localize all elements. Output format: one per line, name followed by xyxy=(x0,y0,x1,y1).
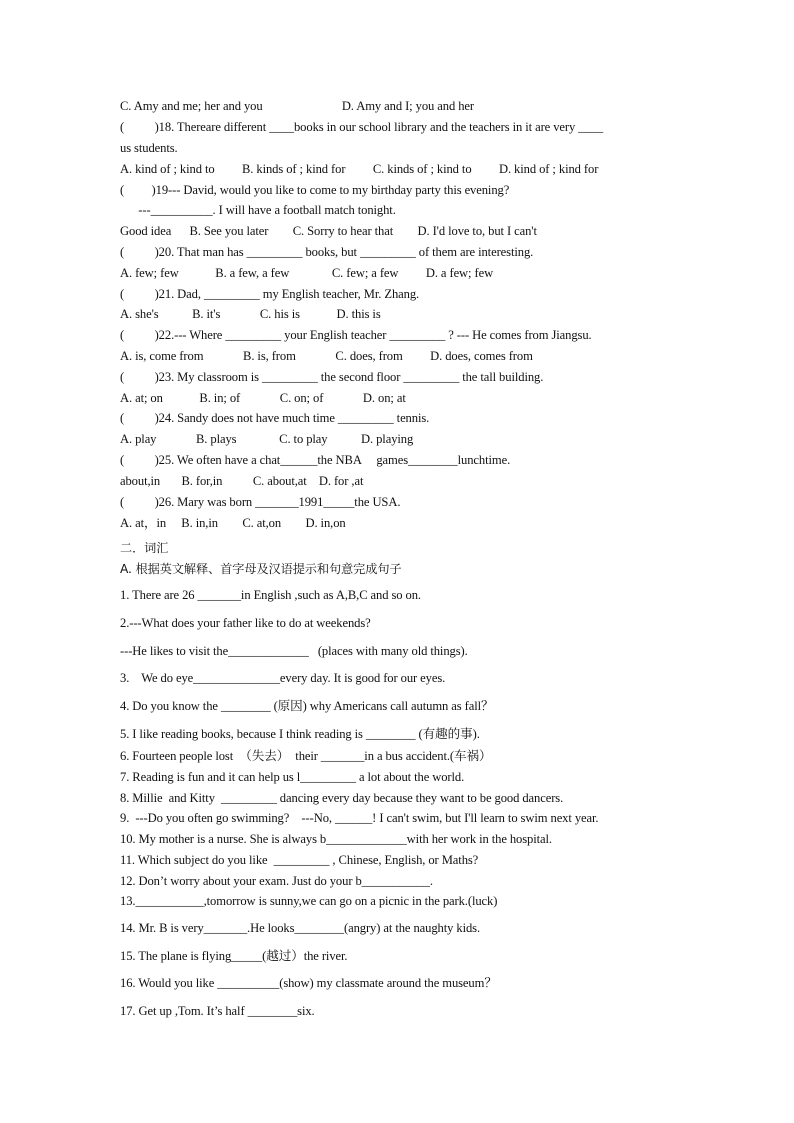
question-line: ( )22.--- Where _________ your English teacher _________ ? --- He comes from Jiangsu. xyxy=(120,328,592,342)
question-line: 3. We do eye______________every day. It is good for our eyes. xyxy=(120,671,446,685)
question-line: 10. My mother is a nurse. She is always b_____________with her work in the hospital. xyxy=(120,832,552,846)
question-line: Good idea B. See you later C. Sorry to hear that D. I'd love to, but I can't xyxy=(120,224,537,238)
question-line: A. kind of ; kind to B. kinds of ; kind for C. kinds of ; kind to D. kind of ; kind for xyxy=(120,162,599,176)
section-heading: 二．词汇 xyxy=(120,541,169,555)
question-line: A. at; on B. in; of C. on; of D. on; at xyxy=(120,391,406,405)
question-line: 4. Do you know the ________ (原因) why Americans call autumn as fall？ xyxy=(120,699,494,713)
question-line: 12. Don’t worry about your exam. Just do your b___________. xyxy=(120,874,433,888)
question-line: A. play B. plays C. to play D. playing xyxy=(120,432,414,446)
question-line: ( )25. We often have a chat______the NBA games________lunchtime. xyxy=(120,453,511,467)
question-line: A. few; few B. a few, a few C. few; a few D. a few; few xyxy=(120,266,494,280)
question-line: ( )26. Mary was born _______1991_____the USA. xyxy=(120,495,401,509)
question-line: 8. Millie and Kitty _________ dancing every day because they want to be good dancers. xyxy=(120,791,564,805)
question-line: A. she's B. it's C. his is D. this is xyxy=(120,307,381,321)
question-line: ( )19--- David, would you like to come to my birthday party this evening? xyxy=(120,183,510,197)
question-line: A. is, come from B. is, from C. does, from D. does, comes from xyxy=(120,349,533,363)
question-line: A. at，in B. in,in C. at,on D. in,on xyxy=(120,516,346,530)
question-line: 6. Fourteen people lost （失去） their _______in a bus accident.(车祸） xyxy=(120,749,492,763)
question-line: 5. I like reading books, because I think reading is ________ (有趣的事). xyxy=(120,727,480,741)
question-line: 13.___________,tomorrow is sunny,we can go on a picnic in the park.(luck) xyxy=(120,894,498,908)
question-line: us students. xyxy=(120,141,178,155)
question-line: ( )18. Thereare different ____books in our school library and the teachers in it are very ____ xyxy=(120,120,604,134)
question-line: 1. There are 26 _______in English ,such as A,B,C and so on. xyxy=(120,588,421,602)
question-line: C. Amy and me; her and you D. Amy and I; you and her xyxy=(120,99,474,113)
question-line: 9. ---Do you often go swimming? ---No, ______! I can't swim, but I'll learn to swim next year. xyxy=(120,811,599,825)
question-line: ( )24. Sandy does not have much time _________ tennis. xyxy=(120,411,430,425)
question-line: ---__________. I will have a football match tonight. xyxy=(120,203,396,217)
question-line: 16. Would you like __________(show) my classmate around the museum？ xyxy=(120,976,497,990)
question-line: 11. Which subject do you like _________ , Chinese, English, or Maths? xyxy=(120,853,479,867)
question-line: 15. The plane is flying_____(越过）the river. xyxy=(120,949,348,963)
question-line: ( )23. My classroom is _________ the second floor _________ the tall building. xyxy=(120,370,544,384)
question-line: 17. Get up ,Tom. It’s half ________six. xyxy=(120,1004,315,1018)
question-line: about,in B. for,in C. about,at D. for ,at xyxy=(120,474,364,488)
question-line: 2.---What does your father like to do at weekends? xyxy=(120,616,371,630)
question-line: ---He likes to visit the_____________ (places with many old things). xyxy=(120,644,468,658)
question-line: ( )21. Dad, _________ my English teacher, Mr. Zhang. xyxy=(120,287,420,301)
question-line: 7. Reading is fun and it can help us l_________ a lot about the world. xyxy=(120,770,465,784)
section-instruction: A. 根据英文解释、首字母及汉语提示和句意完成句子 xyxy=(120,562,402,576)
question-line: ( )20. That man has _________ books, but _________ of them are interesting. xyxy=(120,245,534,259)
question-line: 14. Mr. B is very_______.He looks________(angry) at the naughty kids. xyxy=(120,921,481,935)
